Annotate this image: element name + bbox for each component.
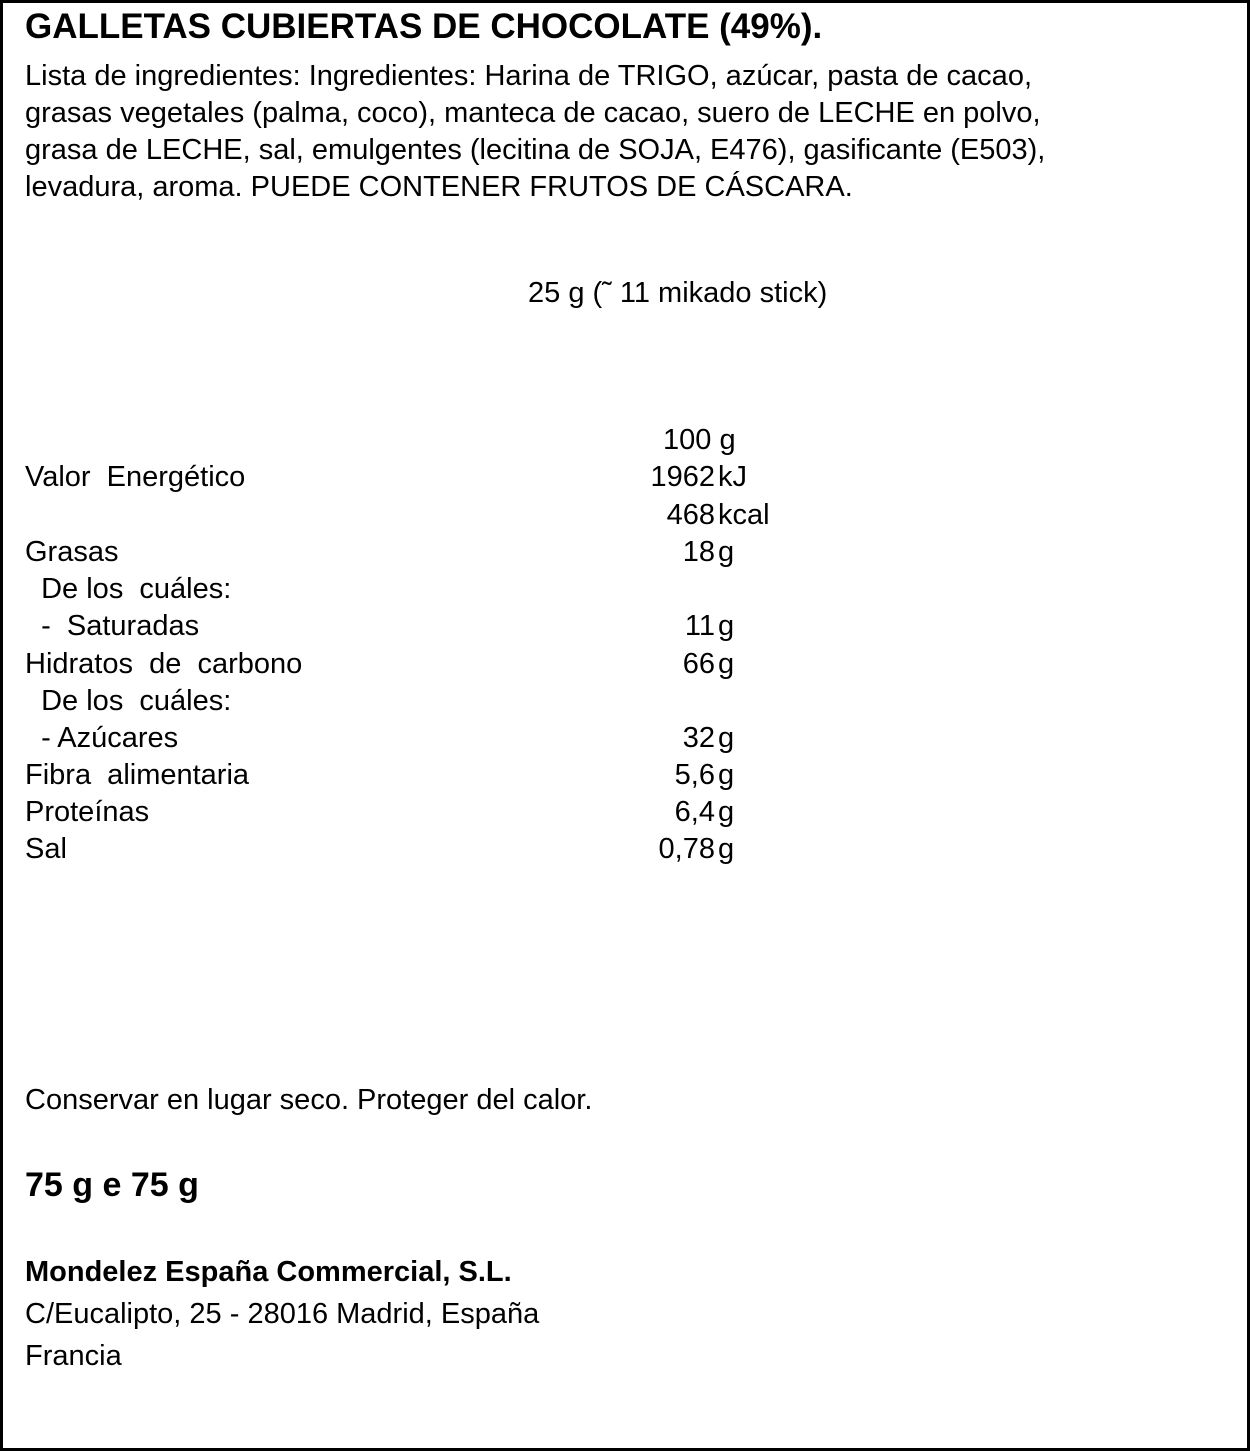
- nutrient-label: - Saturadas: [25, 610, 200, 642]
- nutrient-label: Sal: [25, 833, 67, 865]
- nutrient-value: 5,6: [674, 759, 715, 791]
- nutrient-label: Proteínas: [25, 796, 150, 828]
- nutrient-label: De los cuáles:: [25, 685, 232, 717]
- nutrient-value: 66: [682, 648, 715, 680]
- nutrient-unit: g: [718, 722, 735, 754]
- product-title: GALLETAS CUBIERTAS DE CHOCOLATE (49%).: [25, 7, 823, 46]
- address-line: C/Eucalipto, 25 - 28016 Madrid, España: [25, 1298, 540, 1330]
- nutrient-unit: g: [718, 536, 735, 568]
- portion-size: 25 g (˜ 11 mikado stick): [528, 277, 828, 309]
- nutrient-unit: g: [718, 796, 735, 828]
- nutrient-value: 1962: [650, 461, 715, 493]
- nutrient-label: - Azúcares: [25, 722, 179, 754]
- ingredients-line: grasas vegetales (palma, coco), manteca de cacao, suero de LECHE en polvo,: [25, 97, 1041, 129]
- net-weight: 75 g e 75 g: [25, 1166, 199, 1204]
- nutrient-label: Fibra alimentaria: [25, 759, 250, 791]
- storage-instructions: Conservar en lugar seco. Proteger del calor.: [25, 1084, 593, 1116]
- nutrient-label: Hidratos de carbono: [25, 648, 303, 680]
- nutrient-value: 468: [666, 499, 715, 531]
- nutrient-unit: kcal: [718, 499, 770, 531]
- nutrient-unit: g: [718, 759, 735, 791]
- nutrient-value: 11: [684, 610, 715, 642]
- ingredients-line: levadura, aroma. PUEDE CONTENER FRUTOS DE CÁSCARA.: [25, 171, 853, 203]
- company-name: Mondelez España Commercial, S.L.: [25, 1256, 512, 1288]
- nutrient-value: 18: [682, 536, 715, 568]
- nutrient-unit: g: [718, 610, 735, 642]
- address-line: Francia: [25, 1340, 122, 1372]
- nutrient-label: De los cuáles:: [25, 573, 232, 605]
- nutrient-label: Valor Energético: [25, 461, 246, 493]
- nutrient-unit: g: [718, 833, 735, 865]
- ingredients-line: Lista de ingredientes: Ingredientes: Harina de TRIGO, azúcar, pasta de cacao,: [25, 60, 1032, 92]
- nutrient-label: Grasas: [25, 536, 119, 568]
- nutrient-unit: g: [718, 648, 735, 680]
- nutrient-value: 0,78: [658, 833, 715, 865]
- ingredients-line: grasa de LECHE, sal, emulgentes (lecitina de SOJA, E476), gasificante (E503),: [25, 134, 1046, 166]
- nutrient-value: 32: [682, 722, 715, 754]
- nutrient-value: 6,4: [674, 796, 715, 828]
- nutrient-unit: kJ: [718, 461, 747, 493]
- per-100g-header: 100 g: [663, 424, 736, 456]
